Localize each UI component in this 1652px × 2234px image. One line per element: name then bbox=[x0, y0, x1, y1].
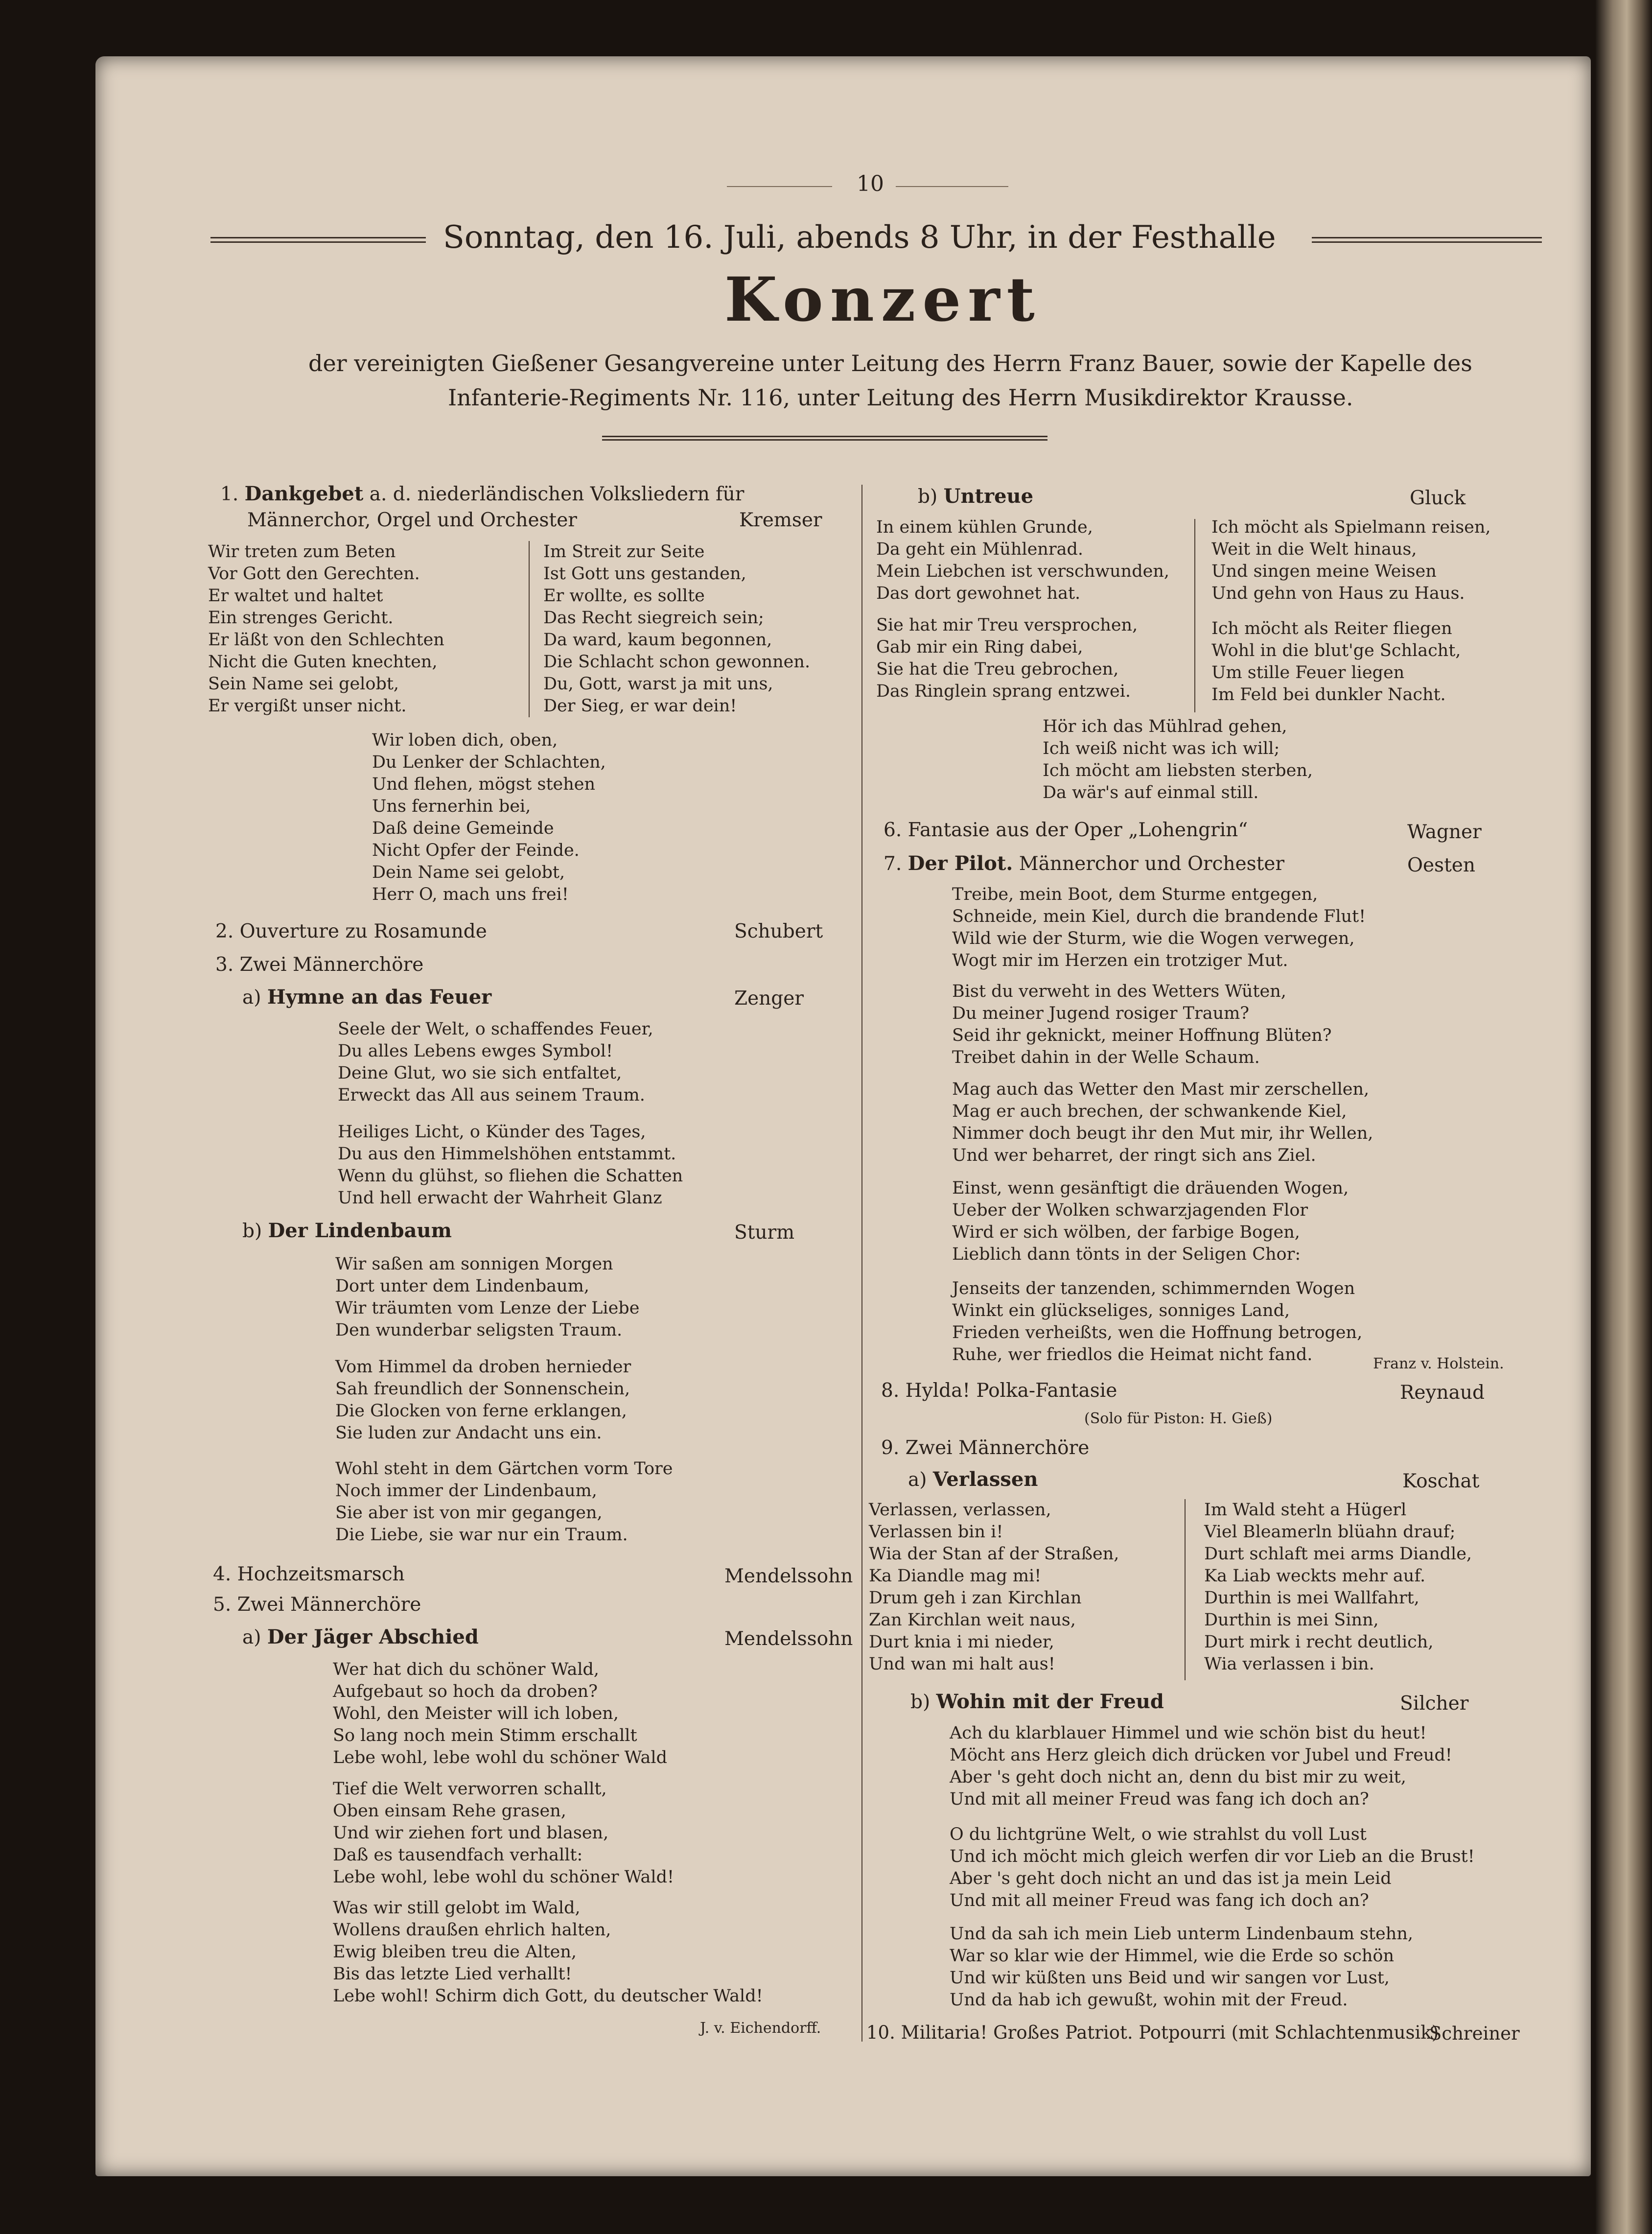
item-4: 4. Hochzeitsmarsch bbox=[213, 1563, 405, 1585]
item-9b: b) Wohin mit der Freud bbox=[910, 1690, 1164, 1713]
item-7-verse-3: Mag auch das Wetter den Mast mir zerschellen, Mag er auch brechen, der schwankende Kiel, Nimmer doch beugt ihr den Mut mir, ihr Wellen, Und wer beharret, der ringt sich ans Ziel. bbox=[952, 1080, 1373, 1165]
column-divider bbox=[861, 485, 862, 2042]
item-9a-verse-b: Im Wald steht a Hügerl Viel Bleamerln blüahn drauf; Durt schlaft mei arms Diandle, Ka Liab weckts mehr auf. Durthin is mei Wallfahrt, Durthin is mei Sinn, Durt mirk i recht deutlich, Wia verlassen i bin. bbox=[1204, 1500, 1472, 1674]
item-3a-verse-2: Heiliges Licht, o Künder des Tages, Du aus den Himmelshöhen entstammt. Wenn du glühst, so fliehen die Schatten Und hell erwacht der Wahrheit Glanz bbox=[338, 1122, 683, 1208]
item-5a-verse-2: Tief die Welt verworren schallt, Oben einsam Rehe grasen, Und wir ziehen fort und blasen, Daß es tausendfach verhallt: Lebe wohl, lebe wohl du schöner Wald! bbox=[333, 1779, 675, 1887]
item-3b-verse-1: Wir saßen am sonnigen Morgen Dort unter dem Lindenbaum, Wir träumten vom Lenze der Liebe Den wunderbar seligsten Traum. bbox=[335, 1254, 640, 1340]
item-9a-verse-a: Verlassen, verlassen, Verlassen bin i! Wia der Stan af der Straßen, Ka Diandle mag mi! Drum geh i zan Kirchlan Zan Kirchlan weit naus, Durt knia i mi nieder, Und wan mi halt aus! bbox=[869, 1500, 1119, 1674]
item-3a: a) Hymne an das Feuer bbox=[242, 986, 492, 1009]
item-5a-composer: Mendelssohn bbox=[724, 1628, 853, 1650]
item-7-verse-1: Treibe, mein Boot, dem Sturme entgegen, Schneide, mein Kiel, durch die brandende Flut! Wild wie der Sturm, wie die Wogen verwegen, Wogt mir im Herzen ein trotziger Mut. bbox=[952, 885, 1366, 970]
item-5b: b) Untreue bbox=[918, 485, 1034, 508]
item-3a-verse-1: Seele der Welt, o schaffendes Feuer, Du alles Lebens ewges Symbol! Deine Glut, wo sie sich entfaltet, Erweckt das All aus seinem Traum. bbox=[338, 1019, 653, 1105]
page-number: 10 bbox=[857, 171, 884, 196]
item-9a: a) Verlassen bbox=[908, 1468, 1038, 1491]
verse-divider-1 bbox=[529, 541, 530, 717]
item-5b-verse-c: Hör ich das Mühlrad gehen, Ich weiß nicht was ich will; Ich möcht am liebsten sterben, Da wär's auf einmal still. bbox=[1043, 717, 1313, 802]
item-9b-verse-1: Ach du klarblauer Himmel und wie schön bist du heut! Möcht ans Herz gleich dich drücken vor Jubel und Freud! Aber 's geht doch nicht an, denn du bist mir zu weit, Und mit all meiner Freud was fang ich doch an? bbox=[950, 1723, 1452, 1809]
item-9a-composer: Koschat bbox=[1402, 1470, 1480, 1492]
item-6-composer: Wagner bbox=[1407, 821, 1482, 843]
item-9b-verse-3: Und da sah ich mein Lieb unterm Lindenbaum stehn, War so klar wie der Himmel, wie die Erde so schön Und wir küßten uns Beid und wir sangen vor Lust, Und da hab ich gewußt, wohin mit der Freud. bbox=[950, 1924, 1413, 2010]
item-8-note: (Solo für Piston: H. Gieß) bbox=[1084, 1410, 1273, 1427]
item-7-verse-4: Einst, wenn gesänftigt die dräuenden Wogen, Ueber der Wolken schwarzjagenden Flor Wird er sich wölben, der farbige Bogen, Lieblich dann tönts in der Seligen Chor: bbox=[952, 1178, 1349, 1264]
item-5a: a) Der Jäger Abschied bbox=[242, 1625, 479, 1648]
item-8-composer: Reynaud bbox=[1400, 1382, 1485, 1404]
item-5b-composer: Gluck bbox=[1410, 487, 1466, 509]
item-1: 1. Dankgebet a. d. niederländischen Volksliedern für bbox=[220, 482, 745, 505]
item-3b: b) Der Lindenbaum bbox=[242, 1219, 452, 1242]
item-9b-composer: Silcher bbox=[1400, 1693, 1469, 1715]
concert-title: Konzert bbox=[724, 264, 1042, 335]
verse-divider-2 bbox=[1194, 519, 1195, 712]
item-5b-verse-a1: In einem kühlen Grunde, Da geht ein Mühlenrad. Mein Liebchen ist verschwunden, Das dort gewohnet hat. bbox=[876, 517, 1169, 603]
item-5a-verse-1: Wer hat dich du schöner Wald, Aufgebaut so hoch da droben? Wohl, den Meister will ich loben, So lang noch mein Stimm erschallt Lebe wohl, lebe wohl du schöner Wald bbox=[333, 1660, 668, 1767]
item-1-verse-a: Wir treten zum Beten Vor Gott den Gerechten. Er waltet und haltet Ein strenges Gericht. Er läßt von den Schlechten Nicht die Guten knechten, Sein Name sei gelobt, Er vergißt unser nicht. bbox=[208, 542, 444, 716]
page-number-rule-right bbox=[896, 186, 1008, 187]
verse-divider-3 bbox=[1185, 1499, 1186, 1680]
item-3b-composer: Sturm bbox=[734, 1222, 795, 1244]
item-2: 2. Ouverture zu Rosamunde bbox=[215, 920, 487, 942]
ornament-left bbox=[210, 237, 426, 243]
item-3a-composer: Zenger bbox=[734, 988, 804, 1010]
item-7-verse-2: Bist du verweht in des Wetters Wüten, Du meiner Jugend rosiger Traum? Seid ihr geknickt, meiner Hoffnung Blüten? Treibet dahin in der Welle Schaum. bbox=[952, 982, 1332, 1067]
item-7-author: Franz v. Holstein. bbox=[1373, 1355, 1504, 1372]
subtitle-line-1: der vereinigten Gießener Gesangvereine unter Leitung des Herrn Franz Bauer, sowie der Kapelle des bbox=[308, 350, 1472, 376]
item-6: 6. Fantasie aus der Oper „Lohengrin“ bbox=[884, 819, 1248, 841]
item-7: 7. Der Pilot. Männerchor und Orchester bbox=[884, 852, 1285, 875]
item-3b-verse-2: Vom Himmel da droben hernieder Sah freundlich der Sonnenschein, Die Glocken von ferne erklangen, Sie luden zur Andacht uns ein. bbox=[335, 1357, 631, 1443]
item-2-composer: Schubert bbox=[734, 920, 823, 942]
item-5b-verse-b1: Ich möcht als Spielmann reisen, Weit in die Welt hinaus, Und singen meine Weisen Und gehn von Haus zu Haus. bbox=[1211, 517, 1491, 603]
item-1-verse-c: Wir loben dich, oben, Du Lenker der Schlachten, Und flehen, mögst stehen Uns fernerhin bei, Daß deine Gemeinde Nicht Opfer der Feinde. Dein Name sei gelobt, Herr O, mach uns frei! bbox=[372, 730, 606, 904]
item-7-verse-5: Jenseits der tanzenden, schimmernden Wogen Winkt ein glückseliges, sonniges Land, Frieden verheißts, wen die Hoffnung betrogen, Ruhe, wer friedlos die Heimat nicht fand. bbox=[952, 1279, 1363, 1364]
item-3b-verse-3: Wohl steht in dem Gärtchen vorm Tore Noch immer der Lindenbaum, Sie aber ist von mir gegangen, Die Liebe, sie war nur ein Traum. bbox=[335, 1459, 673, 1545]
item-9b-verse-2: O du lichtgrüne Welt, o wie strahlst du voll Lust Und ich möcht mich gleich werfen dir vor Lieb an die Brust! Aber 's geht doch nicht an und das ist ja mein Leid Und mit all meiner Freud was fang ich doch an? bbox=[950, 1825, 1475, 1910]
event-line: Sonntag, den 16. Juli, abends 8 Uhr, in der Festhalle bbox=[443, 219, 1276, 256]
item-8: 8. Hylda! Polka-Fantasie bbox=[881, 1380, 1117, 1402]
item-5a-author: J. v. Eichendorff. bbox=[700, 2020, 821, 2037]
page-edge bbox=[1596, 0, 1652, 2234]
ornament-right bbox=[1312, 237, 1542, 243]
item-10: 10. Militaria! Großes Patriot. Potpourri (mit Schlachtenmusik) bbox=[866, 2022, 1439, 2043]
page-number-rule-left bbox=[727, 186, 832, 187]
item-1-composer: Kremser bbox=[739, 509, 822, 531]
item-4-composer: Mendelssohn bbox=[724, 1565, 853, 1587]
item-10-composer: Schreiner bbox=[1429, 2023, 1520, 2044]
item-1-desc: Männerchor, Orgel und Orchester bbox=[247, 509, 577, 531]
item-9: 9. Zwei Männerchöre bbox=[881, 1437, 1090, 1459]
item-5b-verse-a2: Sie hat mir Treu versprochen, Gab mir ein Ring dabei, Sie hat die Treu gebrochen, Das Ringlein sprang entzwei. bbox=[876, 615, 1138, 701]
ornament-divider bbox=[602, 436, 1047, 441]
item-5: 5. Zwei Männerchöre bbox=[213, 1594, 421, 1616]
item-5a-verse-3: Was wir still gelobt im Wald, Wollens draußen ehrlich halten, Ewig bleiben treu die Alten, Bis das letzte Lied verhallt! Lebe wohl! Schirm dich Gott, du deutscher Wald! bbox=[333, 1898, 763, 2006]
subtitle-line-2: Infanterie-Regiments Nr. 116, unter Leitung des Herrn Musikdirektor Krausse. bbox=[448, 384, 1353, 411]
item-1-verse-b: Im Streit zur Seite Ist Gott uns gestanden, Er wollte, es sollte Das Recht siegreich sein; Da ward, kaum begonnen, Die Schlacht schon gewonnen. Du, Gott, warst ja mit uns, Der Sieg, er war dein! bbox=[543, 542, 811, 716]
item-5b-verse-b2: Ich möcht als Reiter fliegen Wohl in die blut'ge Schlacht, Um stille Feuer liegen Im Feld bei dunkler Nacht. bbox=[1211, 619, 1461, 705]
item-3: 3. Zwei Männerchöre bbox=[215, 954, 424, 976]
item-7-composer: Oesten bbox=[1407, 854, 1475, 876]
